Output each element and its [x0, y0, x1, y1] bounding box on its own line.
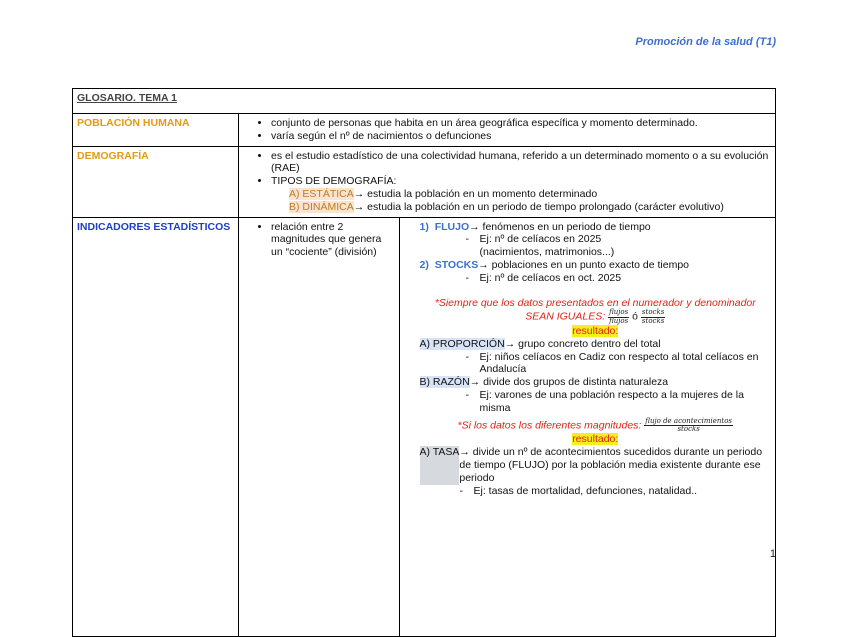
stocks-line: 2) STOCKS→ poblaciones en un punto exacto de tiempo [419, 258, 689, 271]
demografia-estatica [289, 188, 771, 201]
page-number: 1 [769, 548, 776, 560]
term-demografia: DEMOGRAFÍA [73, 146, 239, 217]
demografia-bullet-1: • es el estudio estadístico de una colectividad humana, referido a un determinado momento o a su evolución (RAE) [271, 150, 771, 176]
flujo-text: → fenómenos en un periodo de tiempo [469, 220, 651, 233]
indicadores-bullet: • relación entre 2 magnitudes que genera un “cociente” (división) [271, 221, 395, 259]
flujo-example-1: - Ej: nº de celíacos en 2025 [465, 233, 602, 246]
estatica-label: A) ESTÁTICA [289, 187, 354, 200]
glossary-table [72, 88, 776, 637]
proporcion-text: → grupo concreto dentro del total [504, 337, 661, 350]
row-indicadores [73, 217, 776, 636]
resultado-1: resultado: [572, 325, 619, 338]
note-same-magnitudes-line2: SEAN IGUALES: $\frac{\text{flujos}}{\text{flujos}}$ ó $\frac{\text{stocks}}{\text{stocks}}$ [525, 308, 665, 325]
tasa-label: A) TASA [420, 446, 460, 484]
definition-poblacion [239, 114, 776, 147]
demografia-bullet-2: • TIPOS DE DEMOGRAFÍA: [271, 175, 771, 188]
tasa-example: - Ej: tasas de mortalidad, defunciones, natalidad.. [459, 484, 698, 497]
note-same-magnitudes: *Siempre que los datos presentados en el numerador y denominador [434, 296, 756, 309]
flujo-example-2: (nacimientos, matrimonios...) [479, 246, 615, 259]
glossary-title: GLOSARIO. TEMA 1 [73, 89, 776, 114]
razon-text: → divide dos grupos de distinta naturaleza [469, 376, 669, 389]
document-header-title: Promoción de la salud (T1) [635, 36, 776, 48]
poblacion-bullet-2: • varía según el nº de nacimientos o defunciones [271, 130, 771, 143]
indicadores-inner-table [239, 218, 775, 636]
razon-example: - Ej: varones de una población respecto a la mujeres de la misma [465, 389, 744, 414]
definition-demografia [239, 146, 776, 217]
tasa-text: → divide un nº de acontecimientos sucedidos durante un periodo de tiempo (FLUJO) por la población media existente durante ese periodo [459, 446, 763, 484]
term-poblacion: POBLACIÓN HUMANA [73, 114, 239, 147]
glossary-title-row [73, 89, 776, 114]
poblacion-bullet-1: • conjunto de personas que habita en un área geográfica específica y momento determinado. [271, 117, 771, 130]
stocks-text: → poblaciones en un punto exacto de tiempo [478, 258, 689, 271]
razon-line [420, 376, 772, 389]
indicadores-right-cell [399, 218, 775, 636]
indicadores-left-cell [239, 218, 399, 636]
dinamica-text: → estudia la población en un periodo de tiempo prolongado (carácter evolutivo) [353, 200, 724, 213]
proporcion-line [420, 338, 772, 351]
term-indicadores: INDICADORES ESTADÍSTICOS [73, 217, 239, 636]
proporcion-example: - Ej: niños celíacos en Cadiz con respecto al total celíacos en Andalucía [465, 350, 759, 376]
resultado-2: resultado: [572, 433, 619, 446]
row-poblacion [73, 114, 776, 147]
tasa-line [420, 446, 772, 484]
stocks-example: - Ej: nº de celíacos en oct. 2025 [465, 271, 622, 284]
stocks-label: STOCKS [434, 258, 479, 271]
demografia-dinamica [289, 201, 771, 214]
fraction-stocks: $\frac{\text{stocks}}{\text{stocks}}$ [641, 308, 665, 325]
estatica-text: → estudia la población en un momento determinado [353, 187, 598, 200]
proporcion-label: A) PROPORCIÓN [419, 337, 505, 350]
note-different-magnitudes: *Si los datos los diferentes magnitudes: $\frac{\text{flujo de acontecimientos}}{\text{stocks}}$ [457, 416, 732, 433]
dinamica-label: B) DINÁMICA [289, 200, 354, 213]
fraction-flujo-acontecimientos: $\frac{\text{flujo de acontecimientos}}{\text{stocks}}$ [645, 416, 732, 433]
fraction-flujos: $\frac{\text{flujos}}{\text{flujos}}$ [609, 308, 629, 325]
row-demografia [73, 146, 776, 217]
razon-label: B) RAZÓN [419, 376, 470, 389]
definition-indicadores [239, 217, 776, 636]
flujo-label: FLUJO [434, 220, 470, 233]
flujo-line: 1) FLUJO→ fenómenos en un periodo de tiempo [419, 220, 651, 233]
